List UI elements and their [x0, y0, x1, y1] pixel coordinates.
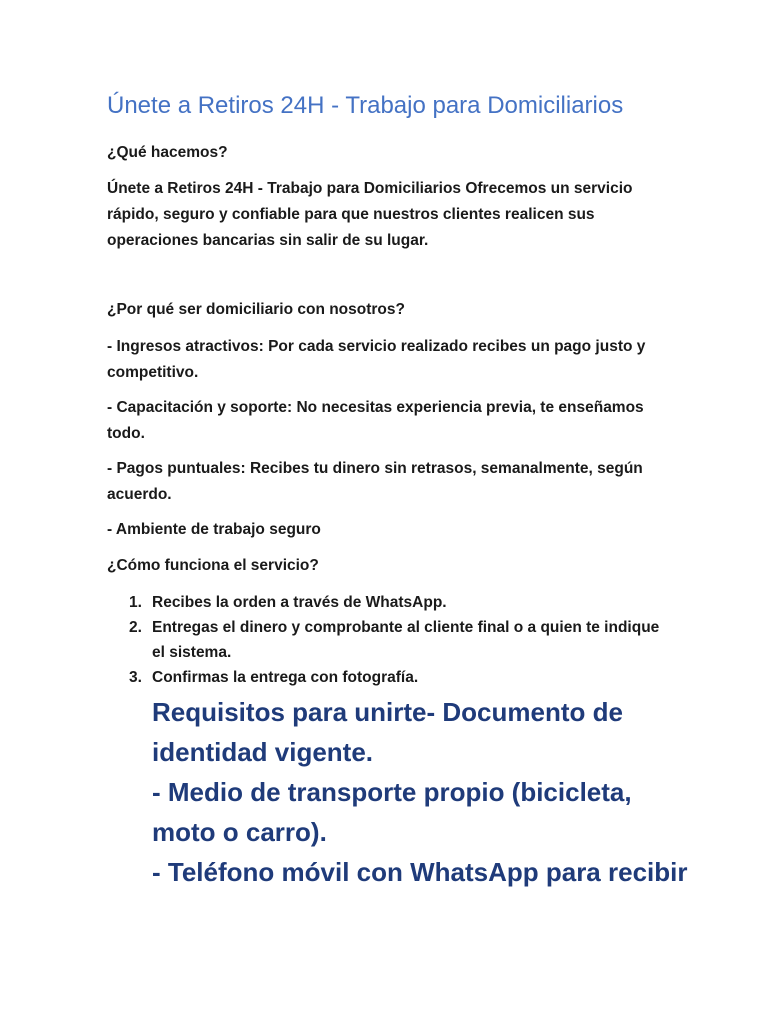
step-text: Recibes la orden a través de WhatsApp.: [152, 594, 447, 611]
benefit-payments: - Pagos puntuales: Recibes tu dinero sin retrasos, semanalmente, según acuerdo.: [107, 460, 643, 503]
requirements-line: identidad vigente.: [152, 737, 374, 767]
requirements-line: Requisitos para unirte- Documento de: [152, 697, 623, 727]
step-number: 2.: [129, 619, 142, 636]
list-item: [107, 665, 667, 690]
requirements-line: moto o carro).: [152, 817, 327, 847]
requirements-line: - Teléfono móvil con WhatsApp para recibir: [152, 857, 688, 887]
document-title: Únete a Retiros 24H - Trabajo para Domiciliarios: [107, 92, 624, 119]
steps-list: [107, 590, 667, 690]
question-how-it-works: ¿Cómo funciona el servicio?: [107, 557, 319, 574]
step-number: 1.: [129, 594, 142, 611]
list-item: [107, 615, 667, 665]
intro-paragraph: Únete a Retiros 24H - Trabajo para Domiciliarios Ofrecemos un servicio rápido, seguro y confiable para que nuestros clientes realicen sus operaciones bancarias sin salir de su lugar.: [107, 180, 633, 249]
step-text: Confirmas la entrega con fotografía.: [152, 669, 419, 686]
benefit-training: - Capacitación y soporte: No necesitas experiencia previa, te enseñamos todo.: [107, 399, 644, 442]
question-what-we-do: ¿Qué hacemos?: [107, 144, 228, 161]
benefit-income: - Ingresos atractivos: Por cada servicio realizado recibes un pago justo y competitivo.: [107, 338, 646, 381]
step-number: 3.: [129, 669, 142, 686]
step-text: Entregas el dinero y comprobante al cliente final o a quien te indique el sistema.: [152, 619, 660, 661]
requirements-line: - Medio de transporte propio (bicicleta,: [152, 777, 632, 807]
question-why-join: ¿Por qué ser domiciliario con nosotros?: [107, 301, 405, 318]
requirements-block: [152, 692, 688, 892]
list-item: [107, 590, 667, 615]
benefit-environment: - Ambiente de trabajo seguro: [107, 521, 321, 538]
